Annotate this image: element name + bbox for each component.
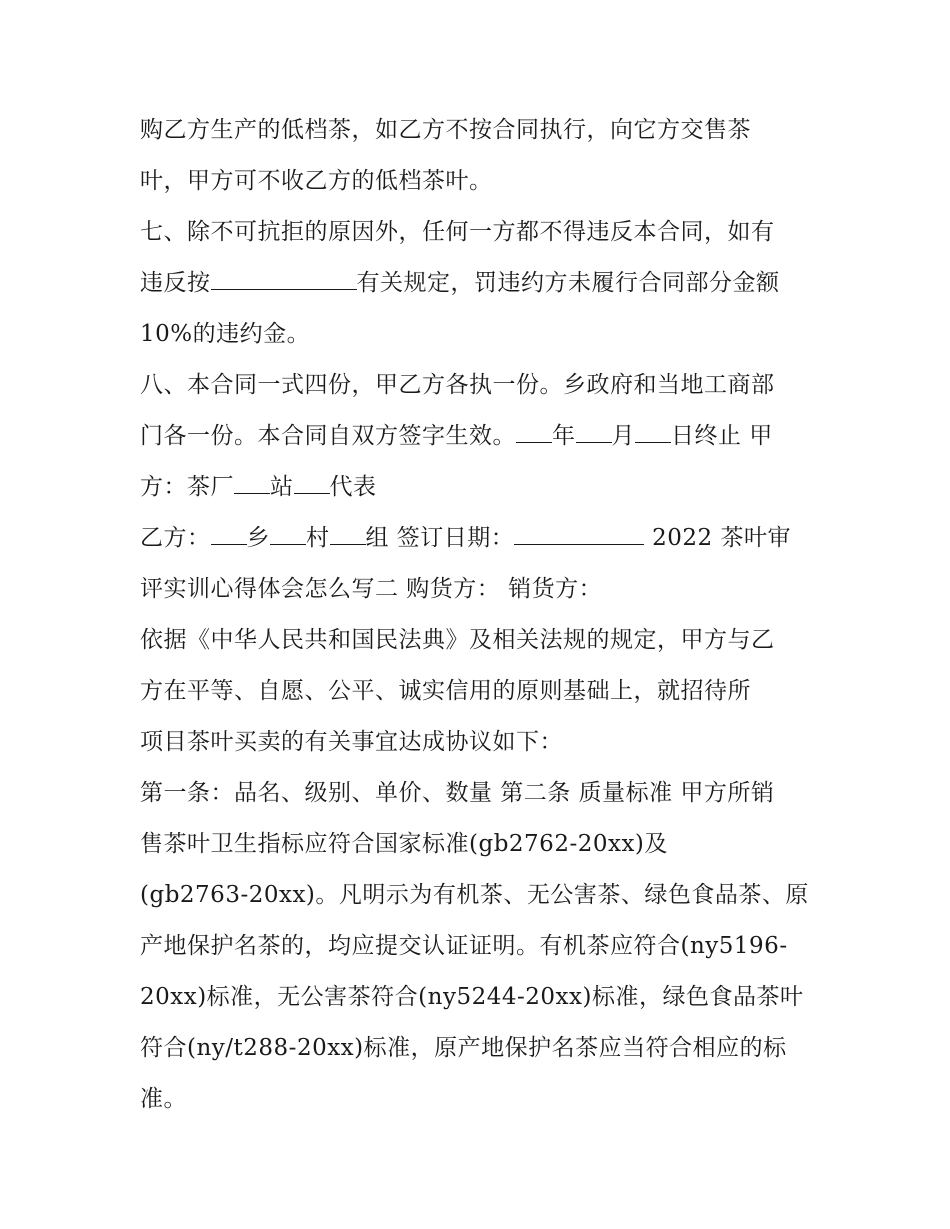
line-5-text: 10%的违约金。 [140,321,311,347]
text-line-12 [140,677,820,705]
text-line-15 [140,830,820,858]
text-line-5 [140,320,820,348]
fill-blank-village [270,524,306,545]
text-line-10 [140,575,820,603]
line-13-text: 项目茶叶买卖的有关事宜达成协议如下： [140,729,563,755]
line-12-text: 方在平等、自愿、公平、诚实信用的原则基础上，就招待所 [140,678,751,704]
fill-blank-township [211,524,247,545]
text-line-9 [140,524,820,552]
text-line-2 [140,167,820,195]
line-15-text: 售茶叶卫生指标应符合国家标准(gb2762-20xx)及 [140,831,668,857]
village-label: 村 [306,525,330,551]
text-line-18 [140,983,820,1011]
fill-blank-day [635,422,671,443]
fill-blank-year [516,422,552,443]
fill-blank-group [330,524,366,545]
signing-date-label: 组 签订日期： [365,525,515,551]
party-a-label: 方：茶厂 [140,474,234,500]
fill-blank-station [294,473,330,494]
text-line-19 [140,1034,820,1062]
year-label: 年 [552,423,576,449]
month-label: 月 [611,423,635,449]
line-7-text-a: 门各一份。本合同自双方签字生效。 [140,423,516,449]
text-line-8 [140,473,820,501]
line-19-text: 符合(ny/t288-20xx)标准，原产地保护名茶应当符合相应的标 [140,1035,787,1061]
line-20-text: 准。 [140,1086,187,1112]
representative-label: 代表 [329,474,377,500]
party-b-label: 乙方： [140,525,211,551]
fill-blank-regulation [211,269,357,290]
clause-7-start: 七、除不可抗拒的原因外，任何一方都不得违反本合同，如有 [140,219,775,245]
text-line-16 [140,881,820,909]
township-label: 乡 [246,525,270,551]
second-doc-heading: 评实训心得体会怎么写二 购货方： 销货方： [140,576,603,602]
text-line-13 [140,728,820,756]
text-line-1 [140,116,820,144]
text-line-11 [140,626,820,654]
text-line-7 [140,422,820,450]
line-16-text: (gb2763-20xx)。凡明示为有机茶、无公害茶、绿色食品茶、原 [140,882,809,908]
line-7-text-d: 日终止 甲 [671,423,773,449]
article-1-2-text: 第一条：品名、级别、单价、数量 第二条 质量标准 甲方所销 [140,780,775,806]
line-17-text: 产地保护名茶的，均应提交认证证明。有机茶应符合(ny5196- [140,933,788,959]
text-line-20 [140,1085,820,1113]
text-line-6 [140,371,820,399]
line-11-text: 依据《中华人民共和国民法典》及相关法规的规定，甲方与乙 [140,627,775,653]
text-line-14 [140,779,820,807]
line-2-text: 叶，甲方可不收乙方的低档茶叶。 [140,168,493,194]
fill-blank-factory [234,473,270,494]
fill-blank-signing-date [514,524,644,545]
text-line-3 [140,218,820,246]
fill-blank-month [576,422,612,443]
text-line-17 [140,932,820,960]
line-4-text-b: 有关规定，罚违约方未履行合同部分金额 [356,270,780,296]
station-label: 站 [270,474,294,500]
line-1-text: 购乙方生产的低档茶，如乙方不按合同执行，向它方交售茶 [140,117,751,143]
clause-8-start: 八、本合同一式四份，甲乙方各执一份。乡政府和当地工商部 [140,372,775,398]
line-4-text-a: 违反按 [140,270,211,296]
text-line-4 [140,269,820,297]
line-18-text: 20xx)标准，无公害茶符合(ny5244-20xx)标准，绿色食品茶叶 [140,984,804,1010]
line-9-text-e: 2022 茶叶审 [644,525,791,551]
